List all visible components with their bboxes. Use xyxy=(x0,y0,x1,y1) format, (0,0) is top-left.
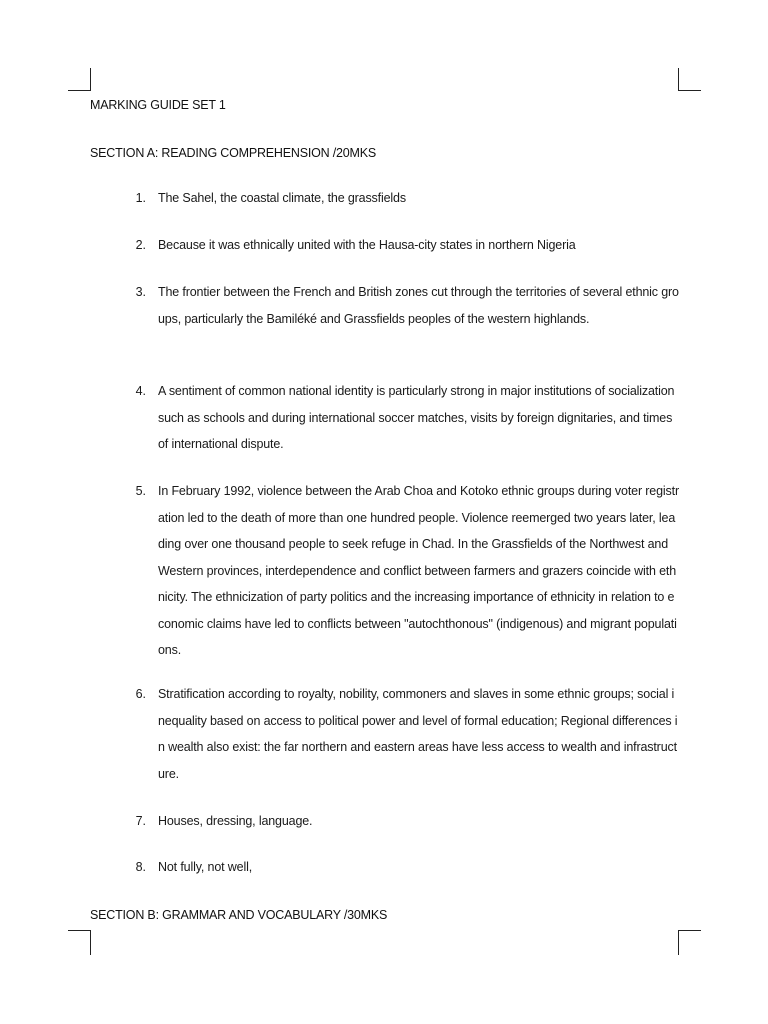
answer-number: 3. xyxy=(135,285,146,299)
answer-number: 4. xyxy=(135,384,146,398)
answer-text: Not fully, not well, xyxy=(158,860,253,874)
crop-mark-bottom-right xyxy=(678,930,701,955)
document-title: MARKING GUIDE SET 1 xyxy=(90,98,226,112)
answer-number: 8. xyxy=(135,860,146,874)
answer-number: 7. xyxy=(135,814,146,828)
answer-number: 2. xyxy=(135,238,146,252)
crop-mark-bottom-left xyxy=(68,930,91,955)
answer-text: The Sahel, the coastal climate, the grassfields xyxy=(158,191,406,205)
section-b-heading: SECTION B: GRAMMAR AND VOCABULARY /30MKS xyxy=(90,908,388,922)
answer-number: 6. xyxy=(135,687,146,701)
answer-text: Because it was ethnically united with the Hausa-city states in northern Nigeria xyxy=(158,238,576,252)
crop-mark-top-right xyxy=(678,68,701,91)
answer-text: Houses, dressing, language. xyxy=(158,814,313,828)
answer-text: A sentiment of common national identity is particularly strong in major institutions of socialization such as schools and during international soccer matches, visits by foreign dignitaries, and times of international dispute. xyxy=(158,384,675,451)
answer-text: The frontier between the French and British zones cut through the territories of several ethnic groups, particularly the Bamiléké and Grassfields peoples of the western highlands. xyxy=(158,285,679,326)
crop-mark-top-left xyxy=(68,68,91,91)
answer-number: 1. xyxy=(135,191,146,205)
answer-number: 5. xyxy=(135,484,146,498)
section-a-heading: SECTION A: READING COMPREHENSION /20MKS xyxy=(90,146,377,160)
answer-text: In February 1992, violence between the Arab Choa and Kotoko ethnic groups during voter registration led to the death of more than one hundred people. Violence reemerged two years later, leading over one thousand people to seek refuge in Chad. In the Grassfields of the Northwest and Western provinces, interdependence and conflict between farmers and grazers coincide with ethnicity. The ethnicization of party politics and the increasing importance of ethnicity in relation to economic claims have led to conflicts between "autochthonous" (indigenous) and migrant populations. xyxy=(158,484,679,657)
answer-text: Stratification according to royalty, nobility, commoners and slaves in some ethnic groups; social inequality based on access to political power and level of formal education; Regional differences in wealth also exist: the far northern and eastern areas have less access to wealth and infrastructure. xyxy=(158,687,678,781)
